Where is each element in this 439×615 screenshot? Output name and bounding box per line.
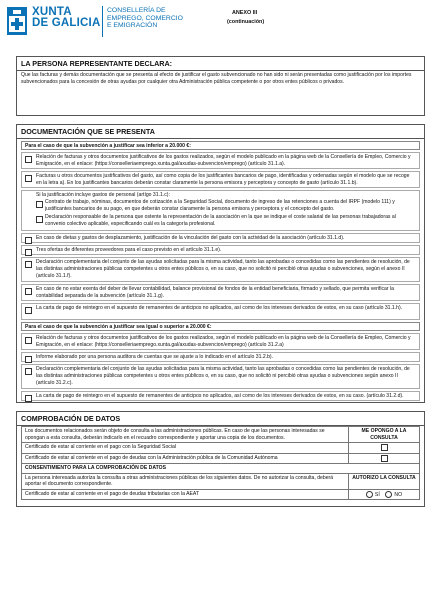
table-row: Certificado de estar al corriente en el pago de deudas con la Administración pública de la Comunidad Autónoma (22, 453, 420, 463)
table-row: Certificado de estar al corriente en el pago con la Seguridad Social (22, 443, 420, 453)
document-checkbox[interactable] (25, 356, 32, 363)
declaration-title: LA PERSONA REPRESENTANTE DECLARA: (17, 57, 424, 71)
document-checkbox[interactable] (25, 395, 32, 402)
verification-table (21, 426, 420, 500)
oppose-header: ME OPONGO A LA CONSULTA (349, 427, 420, 443)
declaration-section (16, 56, 425, 116)
table-row: Certificado de estar al corriente en el pago de deudas tributarias con la AEAT SÍ NO (22, 489, 420, 499)
list-item: Informe elaborado por una persona auditora de cuentas que se ajuste a lo indicado en el artículo 31.2.b). (21, 352, 420, 362)
document-checkbox[interactable] (25, 156, 32, 163)
document-checkbox[interactable] (25, 249, 32, 256)
document-checkbox[interactable] (36, 201, 43, 208)
authorize-header: AUTORIZO LA CONSULTA (349, 473, 420, 489)
authorize-yes-radio[interactable] (366, 491, 373, 498)
document-checkbox[interactable] (25, 237, 32, 244)
document-checkbox[interactable] (25, 288, 32, 295)
list-item: La carta de pago de reintegro en el supuesto de remanentes de anticipos no aplicados, así como de los intereses derivados de estos, en su caso. (artículo 31.2.d). (21, 391, 420, 401)
document-checkbox[interactable] (25, 337, 32, 344)
list-item: Relación de facturas y otros documentos justificativos de los gastos realizados, según el modelo publicado en la página web de la Consellería de Empleo, Comercio y Emigración, en el enlace: (https://conselleriaemprego.xunta.gal/axudas-subvencion/emprego) (artículo 31.2.a) (21, 333, 420, 350)
department-name: CONSELLERÍA DE EMPREGO, COMERCIO E EMIGRACIÓN (107, 7, 183, 30)
list-item: Declaración complementaria del conjunto de las ayudas solicitadas para la misma actividad, tanto las aprobadas o concedidas como las pendientes de resolución, de las distintas administraciones públicas competentes u otros entes públicos o, en su caso, que no solicitó ni percibió otras ayudas o subvenciones, según el anexo II (artículo 31.1.f). (21, 257, 420, 282)
brand-name: XUNTA DE GALICIA (32, 6, 101, 29)
oppose-checkbox[interactable] (381, 444, 388, 451)
consent-text: La persona interesada autoriza la consulta a otras administraciones públicas de los siguientes datos. De no autorizar la consulta, deberá aportar el documento correspondiente. (22, 473, 349, 489)
personnel-intro: Si la justificación incluye gastos de personal (artígo 31.1.c): (36, 192, 170, 198)
xunta-logo-icon (6, 6, 28, 36)
verification-intro: Los documentos relacionados serán objeto de consulta a las administraciones públicas. En caso de que las personas interesadas se opongan a esta consulta, deberán indicarlo en el recuadro correspondiente y aportar una copia de los documentos. (22, 427, 349, 443)
consent-title: CONSENTIMIENTO PARA LA COMPROBACIÓN DE DATOS (22, 464, 420, 474)
authorize-no-radio[interactable] (385, 491, 392, 498)
case-high-header: Para el caso de que la subvención a justificar sea igual o superior a 20.000 €: (21, 322, 420, 331)
list-item: La carta de pago de reintegro en el supuesto de remanentes de anticipos no aplicados, así como de los intereses derivados de estos, en su caso (artículo 31.1.h). (21, 303, 420, 320)
document-checkbox[interactable] (36, 216, 43, 223)
documents-section (16, 124, 425, 403)
list-item: Declaración complementaria del conjunto de las ayudas solicitadas para la misma actividad, tanto las aprobadas o concedidas como las pendientes de resolución, de las distintas administraciones públicas competentes u otros entes públicos o, en su caso, que no solicitó ni percibió otras ayudas o subvenciones según anexo II (artículo 31.2.c). (21, 364, 420, 389)
document-checkbox[interactable] (25, 175, 32, 182)
document-checkbox[interactable] (25, 307, 32, 314)
case-low-header: Para el caso de que la subvención a justificar sea inferior a 20.000 €: (21, 141, 420, 150)
list-item: En caso de no estar exenta del deber de llevar contabilidad, balance provisional de fondos de la entidad beneficiaria, firmado y sellado, que permita verificar la contabilidad separada de la subvención (artículo 31.1.g). (21, 284, 420, 301)
form-header (6, 4, 433, 46)
documents-title: DOCUMENTACIÓN QUE SE PRESENTA (17, 125, 424, 139)
personnel-block: Si la justificación incluye gastos de personal (artígo 31.1.c): Contrato de trabajo, nóminas, documentos de cotización a la Seguridad Social, documento de ingreso de las retenciones a cuenta del IRPF (modelo 111) y justificantes bancarios de su pago, en que deberán constar claramente la persona emisora y perceptora y el concepto del gasto. Declaración responsable de la persona que ostente la representación de la asociación en la que se indique el coste salarial de las personas trabajadoras al convenio colectivo aplicable, especificando cuál es la categoría profesional. (21, 190, 420, 231)
list-item: Tres ofertas de diferentes proveedores para el caso previsto en el artículo 31.1.e). (21, 245, 420, 255)
declaration-text: Que las facturas y demás documentación que se presenta al efecto de justificar el gasto subvencionado no han sido ni serán presentadas como justificación por los importes subvencionados para la concesión de otras ayudas por cualquier otra Administración pública competente o por otros entes públicos o privados. (21, 72, 412, 86)
verification-title: COMPROBACIÓN DE DATOS (17, 412, 424, 426)
list-item: Facturas u otros documentos justificativos del gasto, así como copia de los justificantes bancarios de pago, identificadas y ordenadas según el modelo que se recoge en la letra a). En los justificantes bancarios deberán constar claramente la persona emisora y perceptora y concepto de gasto (artículo 31.1.b). (21, 171, 420, 188)
brand-divider (102, 6, 103, 37)
data-verification-section (16, 411, 425, 507)
list-item: En caso de dietas y gastos de desplazamiento, justificación de la vinculación del gasto con la actividad de la asociación (artículo 31.1.d). (21, 233, 420, 243)
document-checkbox[interactable] (25, 261, 32, 268)
document-checkbox[interactable] (25, 368, 32, 375)
annex-title: ANEXO III (232, 10, 258, 16)
list-item: Relación de facturas y otros documentos justificativos de los gastos realizados, según el modelo publicado en la página web de la Consellería de Empleo, Comercio y Emigración, en el enlace: (https://conselleriaemprego.xunta.gal/axudas-subvencion/emprego) (artículo 31.1.a). (21, 152, 420, 169)
oppose-checkbox[interactable] (381, 455, 388, 462)
annex-continuation: (continuación) (227, 19, 265, 25)
